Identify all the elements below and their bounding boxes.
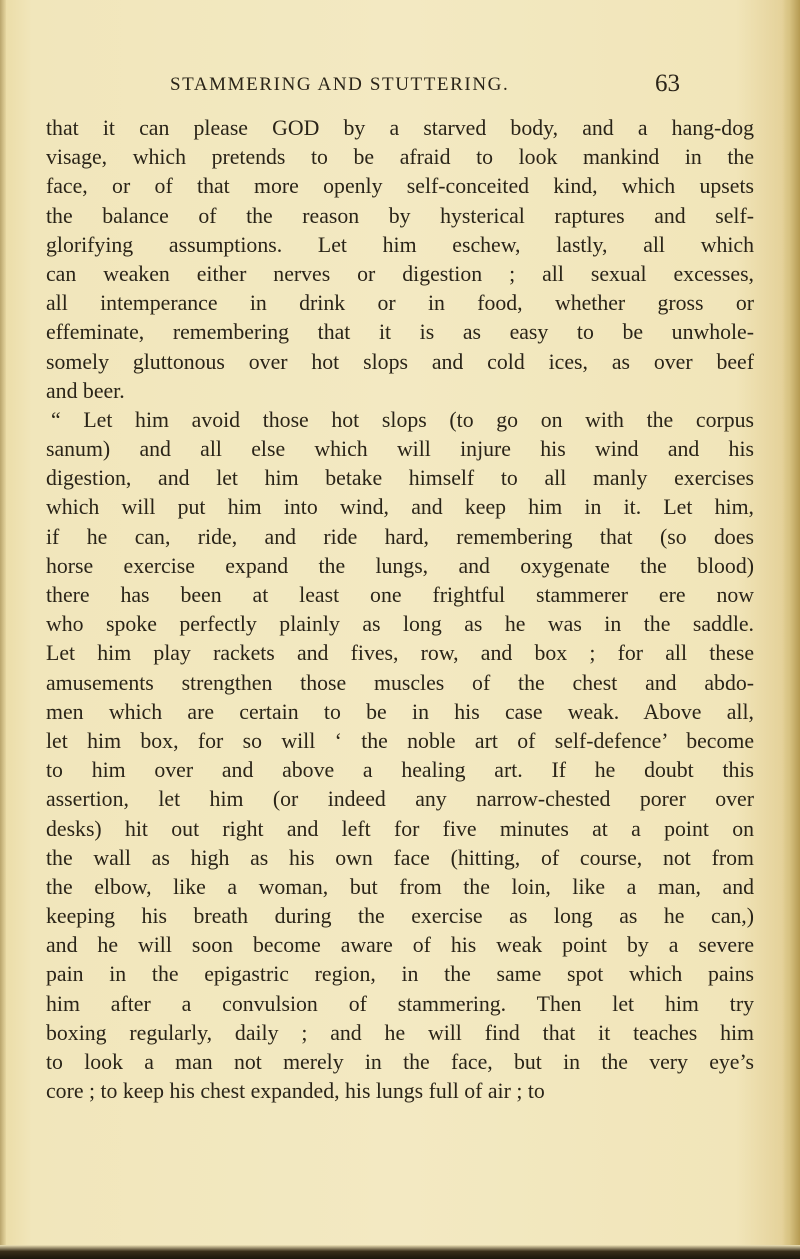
text-line: and beer.	[46, 378, 125, 403]
text-line: which will put him into wind, and keep him in it. Let him,	[46, 495, 754, 520]
text-line: and he will soon become aware of his weak point by a severe	[46, 933, 754, 958]
text-line: effeminate, remembering that it is as easy to be unwhole-	[46, 320, 754, 345]
text-line: visage, which pretends to be afraid to look mankind in the	[46, 145, 754, 170]
text-line: amusements strengthen those muscles of the chest and abdo-	[46, 670, 754, 695]
text-line: let him box, for so will ‘ the noble art of self-defence’ become	[46, 728, 754, 753]
running-head: STAMMERING AND STUTTERING.	[170, 74, 510, 95]
text-line: somely gluttonous over hot slops and cold ices, as over beef	[46, 349, 754, 374]
text-line: the wall as high as his own face (hitting, of course, not from	[46, 845, 754, 870]
text-line: glorifying assumptions. Let him eschew, lastly, all which	[46, 232, 754, 257]
text-line: can weaken either nerves or digestion ; all sexual excesses,	[46, 261, 754, 286]
page-number: 63	[655, 70, 680, 97]
text-line: Let him play rackets and fives, row, and box ; for all these	[46, 641, 754, 666]
text-line: boxing regularly, daily ; and he will find that it teaches him	[46, 1020, 754, 1045]
text-line: to him over and above a healing art. If he doubt this	[46, 758, 754, 783]
page-header	[170, 70, 680, 100]
text-line: pain in the epigastric region, in the same spot which pains	[46, 962, 754, 987]
text-line: assertion, let him (or indeed any narrow-chested porer over	[46, 787, 754, 812]
body-text	[46, 114, 754, 1106]
text-line: who spoke perfectly plainly as long as he was in the saddle.	[46, 612, 754, 637]
text-line: there has been at least one frightful stammerer ere now	[46, 583, 754, 607]
text-line: core ; to keep his chest expanded, his lungs full of air ; to	[46, 1079, 545, 1104]
text-line: “ Let him avoid those hot slops (to go on with the corpus	[51, 407, 754, 432]
text-line: keeping his breath during the exercise as long as he can,)	[46, 904, 754, 929]
text-line: desks) hit out right and left for five minutes at a point on	[46, 816, 754, 841]
text-line: all intemperance in drink or in food, whether gross or	[46, 291, 754, 316]
text-line: digestion, and let him betake himself to all manly exercises	[46, 466, 754, 491]
page-edge-shadow	[782, 0, 800, 1259]
text-line: to look a man not merely in the face, but in the very eye’s	[46, 1050, 754, 1074]
text-line: men which are certain to be in his case weak. Above all,	[46, 699, 754, 724]
text-line: sanum) and all else which will injure his wind and his	[46, 437, 754, 462]
text-line: the elbow, like a woman, but from the loin, like a man, and	[46, 874, 754, 899]
page-gutter-shadow	[0, 0, 6, 1259]
text-line: face, or of that more openly self-conceited kind, which upsets	[46, 174, 754, 199]
text-line: the balance of the reason by hysterical raptures and self-	[46, 203, 754, 228]
text-line: if he can, ride, and ride hard, remembering that (so does	[46, 524, 754, 549]
page-bottom-edge	[0, 1245, 800, 1259]
text-line: him after a convulsion of stammering. Then let him try	[46, 991, 754, 1016]
text-line: that it can please GOD by a starved body, and a hang-dog	[46, 116, 754, 140]
text-line: horse exercise expand the lungs, and oxygenate the blood)	[46, 553, 754, 578]
